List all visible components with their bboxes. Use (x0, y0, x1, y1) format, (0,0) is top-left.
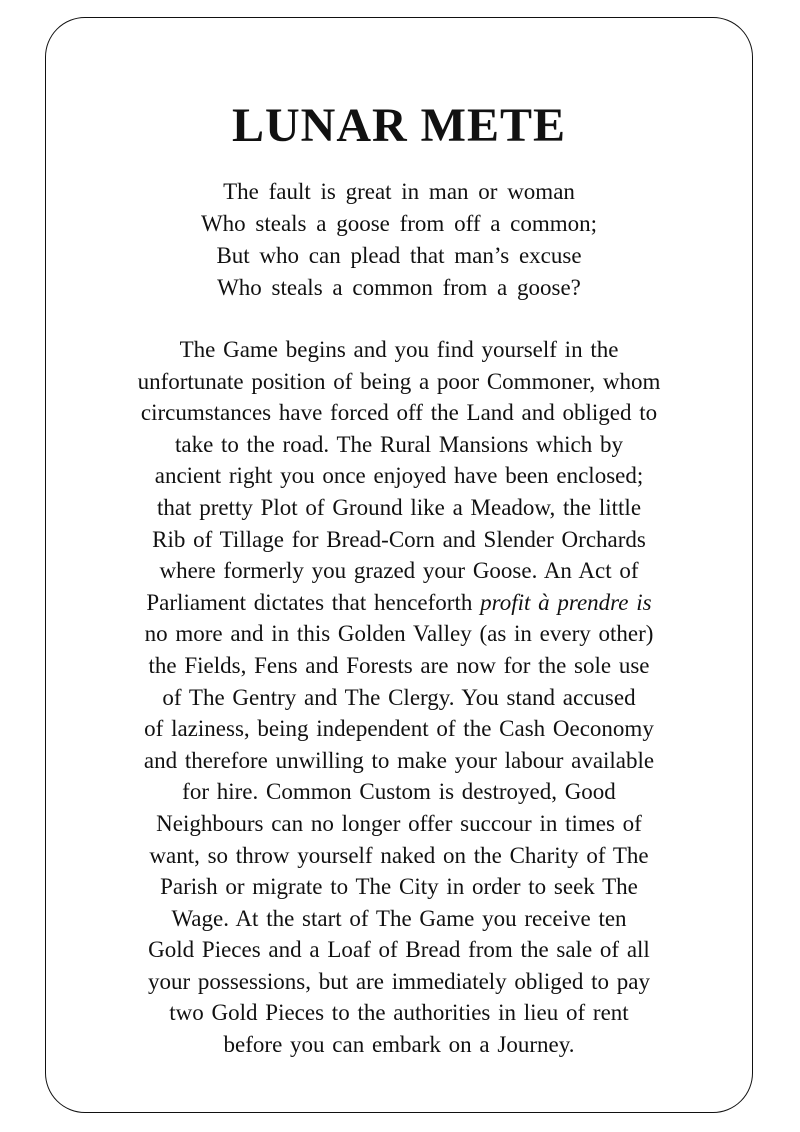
body-line: of The Gentry and The Clergy. You stand accused (162, 684, 636, 710)
card (45, 17, 753, 1113)
body-line-with-italic (46, 587, 752, 619)
body-line: the Fields, Fens and Forests are now for the sole use (148, 652, 650, 678)
body-line: The Game begins and you find yourself in the (179, 337, 619, 362)
body-line: no more and in this Golden Valley (as in every other) (144, 621, 654, 647)
body-line: for hire. Common Custom is destroyed, Good (182, 779, 616, 805)
body-line: two Gold Pieces to the authorities in lieu of rent (169, 1000, 629, 1026)
body-line: and therefore unwilling to make your labour available (143, 747, 655, 773)
body-line: Rib of Tillage for Bread-Corn and Slender Orchards (152, 526, 646, 552)
card-title: LUNAR METE (231, 99, 567, 152)
verse-line: The fault is great in man or woman (223, 179, 575, 204)
body-line: Wage. At the start of The Game you receive ten (171, 905, 627, 931)
body-line: where formerly you grazed your Goose. An Act of (159, 558, 639, 584)
body-line: want, so throw yourself naked on the Charity of The (149, 842, 649, 868)
body-line: that pretty Plot of Ground like a Meadow, the little (156, 494, 642, 520)
body-line: before you can embark on a Journey. (223, 1032, 575, 1058)
italic-latin-phrase: profit à prendre is (480, 589, 652, 615)
verse-line: Who steals a goose from off a common; (200, 211, 598, 236)
body-line: unfortunate position of being a poor Commoner, whom (137, 368, 661, 394)
body-line: circumstances have forced off the Land and obliged to (140, 400, 658, 426)
body-line: Neighbours can no longer offer succour in times of (156, 810, 642, 836)
body-line-text: Parliament dictates that henceforth (146, 589, 481, 615)
body-line: take to the road. The Rural Mansions which by (174, 431, 623, 457)
body-line: Parish or migrate to The City in order to seek The (160, 874, 638, 900)
card-body-text (46, 334, 752, 1061)
verse-line: But who can plead that man’s excuse (216, 243, 582, 268)
body-line: Gold Pieces and a Loaf of Bread from the sale of all (148, 937, 650, 963)
verse-line: Who steals a common from a goose? (217, 275, 581, 300)
body-line: of laziness, being independent of the Cash Oeconomy (144, 716, 654, 742)
body-line: your possessions, but are immediately obliged to pay (147, 968, 651, 994)
body-line: ancient right you once enjoyed have been enclosed; (154, 463, 644, 489)
epigraph-verse (46, 176, 752, 304)
